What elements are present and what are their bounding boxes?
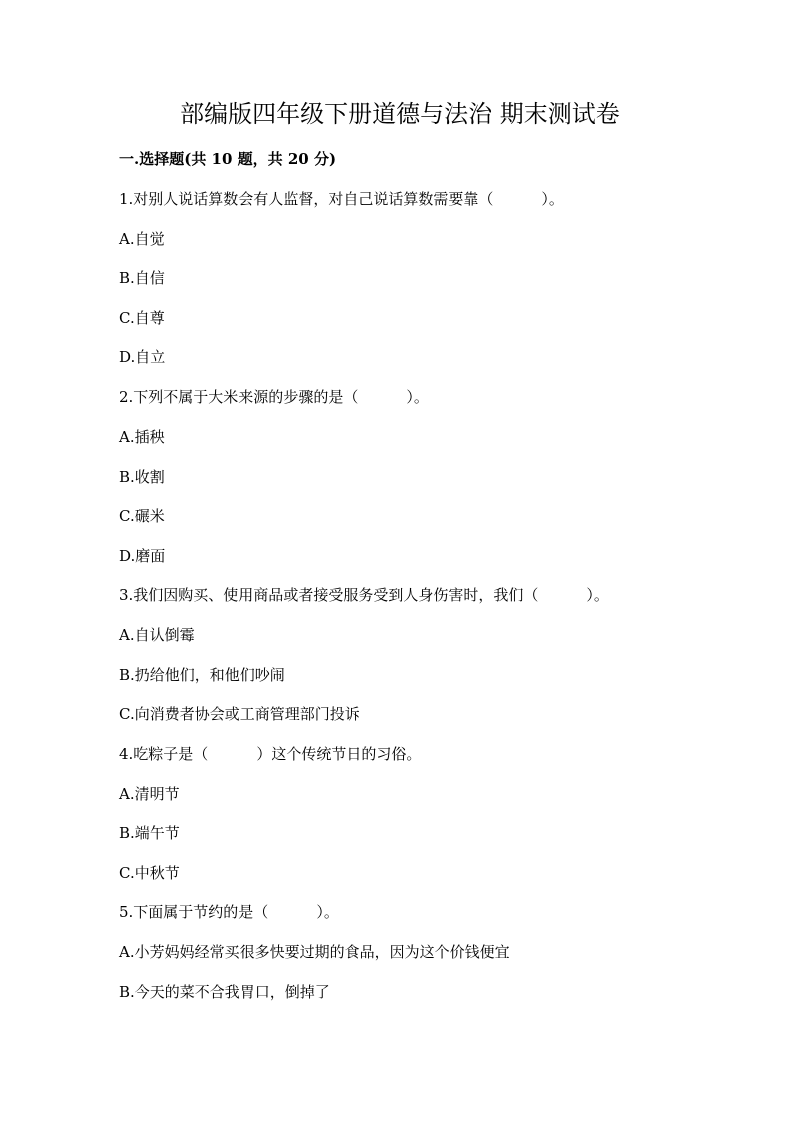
question-option: B.自信 bbox=[119, 269, 165, 287]
section-heading: 一.选择题(共 10 题，共 20 分) bbox=[119, 150, 337, 168]
question-stem: 1.对别人说话算数会有人监督，对自己说话算数需要靠（ ）。 bbox=[119, 190, 564, 208]
question-option: B.今天的菜不合我胃口，倒掉了 bbox=[119, 983, 330, 1001]
question-option: B.端午节 bbox=[119, 824, 180, 842]
question-option: B.收割 bbox=[119, 468, 165, 486]
question-option: A.清明节 bbox=[119, 785, 180, 803]
question-option: A.插秧 bbox=[119, 428, 165, 446]
question-option: A.自认倒霉 bbox=[119, 626, 195, 644]
question-option: D.磨面 bbox=[119, 547, 166, 565]
question-option: C.向消费者协会或工商管理部门投诉 bbox=[119, 705, 360, 723]
question-option: A.自觉 bbox=[119, 230, 165, 248]
page-title: 部编版四年级下册道德与法治 期末测试卷 bbox=[180, 100, 620, 128]
question-stem: 4.吃粽子是（ ）这个传统节日的习俗。 bbox=[119, 745, 422, 763]
question-option: D.自立 bbox=[119, 348, 166, 366]
question-stem: 2.下列不属于大米来源的步骤的是（ ）。 bbox=[119, 388, 429, 406]
question-stem: 5.下面属于节约的是（ ）。 bbox=[119, 903, 339, 921]
question-stem: 3.我们因购买、使用商品或者接受服务受到人身伤害时，我们（ ）。 bbox=[119, 586, 609, 604]
question-option: C.自尊 bbox=[119, 309, 165, 327]
question-option: A.小芳妈妈经常买很多快要过期的食品，因为这个价钱便宜 bbox=[119, 943, 510, 961]
question-option: B.扔给他们，和他们吵闹 bbox=[119, 666, 285, 684]
question-option: C.中秋节 bbox=[119, 864, 180, 882]
question-option: C.碾米 bbox=[119, 507, 165, 525]
